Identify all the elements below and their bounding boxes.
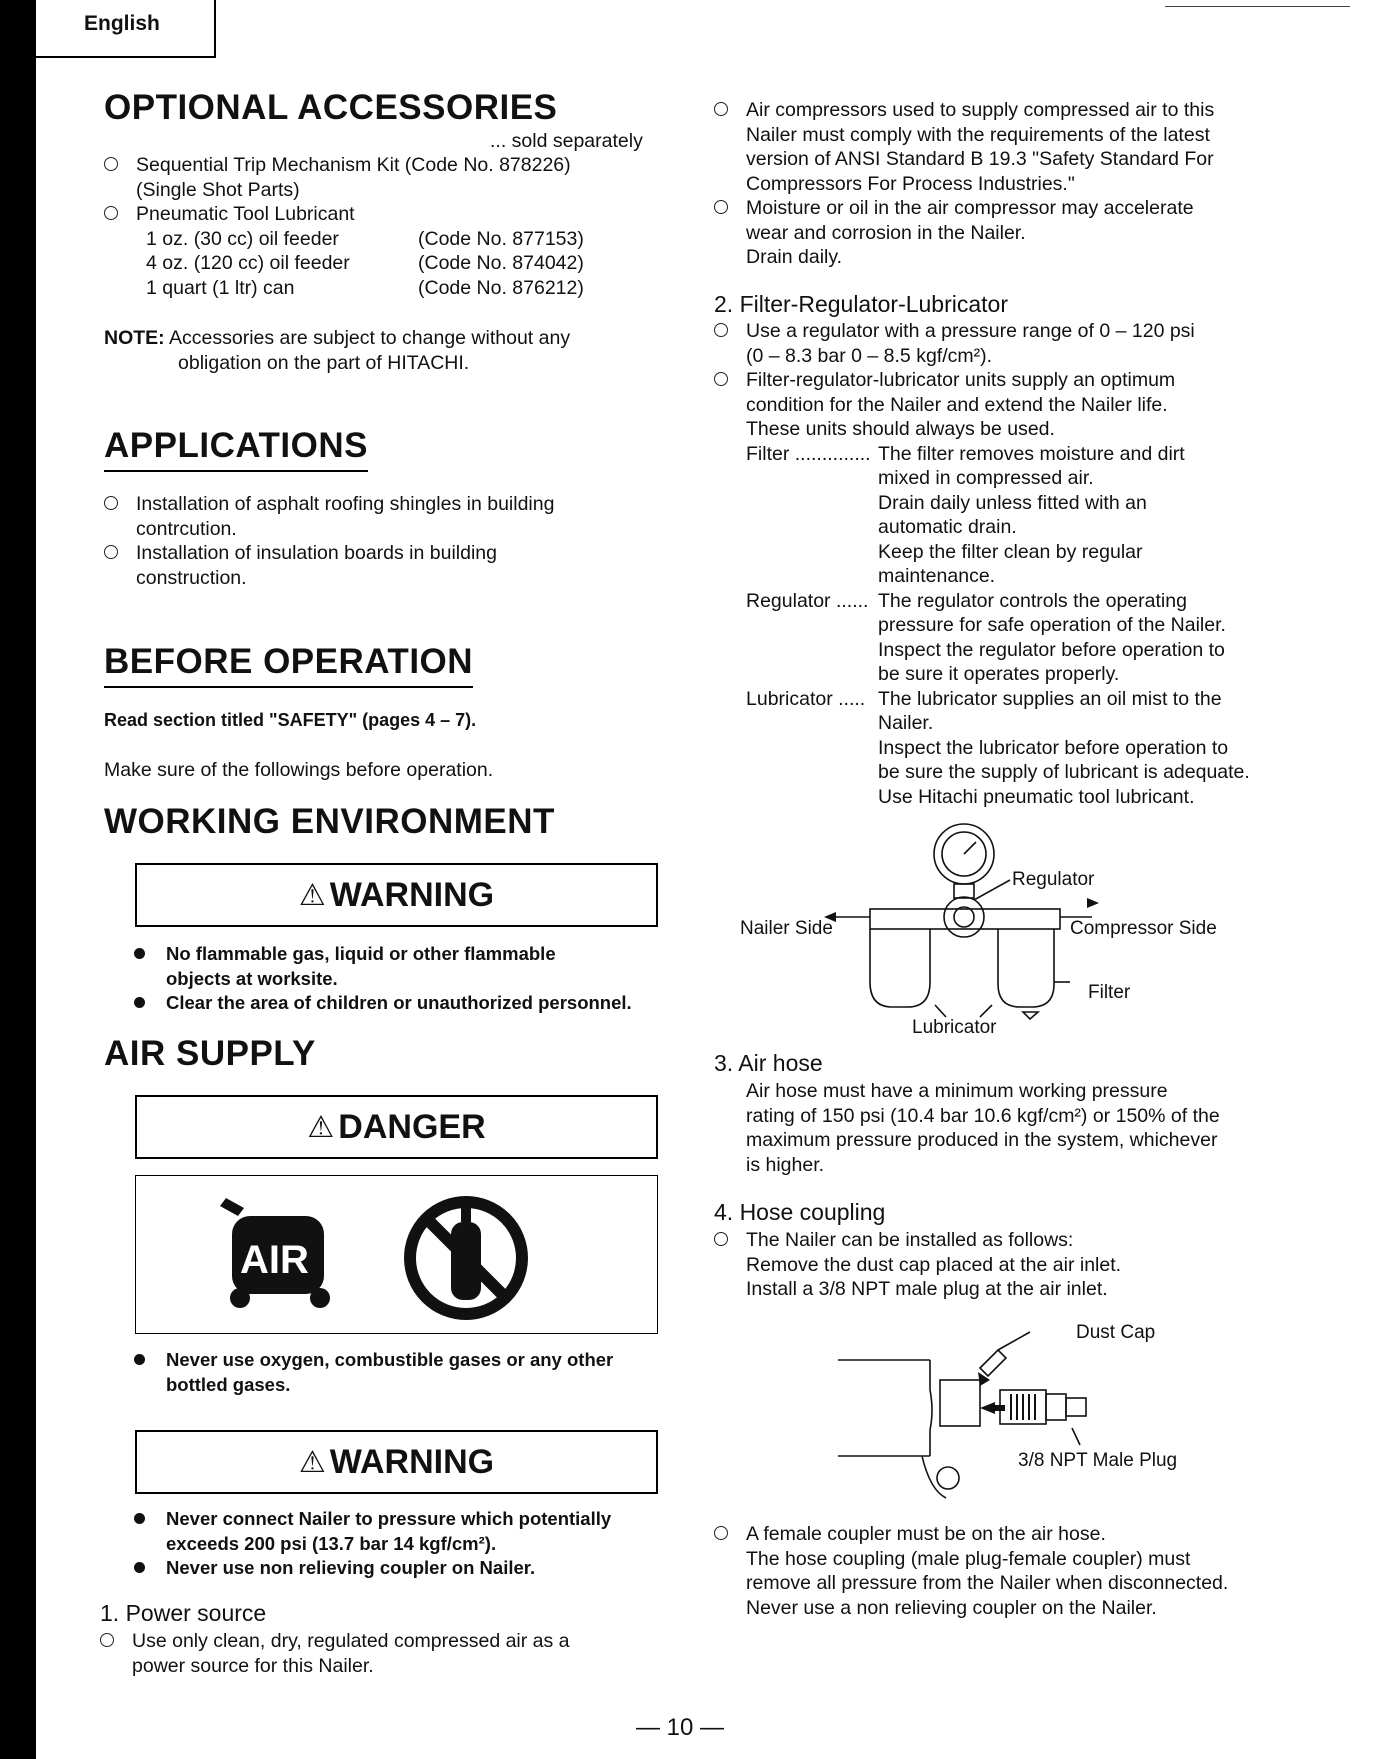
warning-label: WARNING <box>329 1442 495 1481</box>
table-row: 4 oz. (120 cc) oil feeder (Code No. 874042) <box>146 252 584 274</box>
frl-heading: 2. Filter-Regulator-Lubricator <box>714 291 1009 317</box>
lubricant-table <box>146 227 584 301</box>
list-item: The Nailer can be installed as follows: <box>714 1228 1314 1253</box>
list-item-sub: (Single Shot Parts) <box>136 178 300 201</box>
table-row: 1 oz. (30 cc) oil feeder (Code No. 877153) <box>146 227 584 250</box>
warning-triangle-icon: ⚠ <box>307 1110 335 1144</box>
list-item: Clear the area of children or unauthorized personnel. <box>134 991 674 1016</box>
list-item: Use only clean, dry, regulated compressed air as a <box>100 1629 660 1654</box>
warning-box-2 <box>135 1430 658 1494</box>
circle-bullet-icon <box>104 496 118 510</box>
read-safety: Read section titled "SAFETY" (pages 4 – 7). <box>104 710 477 730</box>
list-item: Filter-regulator-lubricator units supply an optimum <box>714 368 1334 393</box>
list-item: Never use oxygen, combustible gases or any other <box>134 1348 674 1373</box>
bullet-dot-icon <box>134 1513 145 1524</box>
power-source-text: Use only clean, dry, regulated compressed air as a power source for this Nailer. <box>100 1629 660 1678</box>
coupling-diagram <box>830 1310 1230 1510</box>
circle-bullet-icon <box>104 157 118 171</box>
circle-bullet-icon <box>714 372 728 386</box>
before-operation-title: BEFORE OPERATION <box>104 642 473 688</box>
diagram-label-filter: Filter <box>1088 982 1131 1003</box>
circle-bullet-icon <box>714 1526 728 1540</box>
bullet-dot-icon <box>134 1562 145 1573</box>
circle-bullet-icon <box>714 323 728 337</box>
list-item: Installation of insulation boards in building <box>104 541 664 566</box>
hose-coupling-text: The Nailer can be installed as follows: Remove the dust cap placed at the air inlet. Install a 3/8 NPT male plug at the air inlet. <box>714 1228 1314 1302</box>
filter-definition: Filter .............. The filter removes moisture and dirt mixed in compressed air. Drain daily unless fitted with an automatic drain. Keep the filter clean by regular maintenance. <box>746 442 1185 587</box>
note-label: NOTE: <box>104 327 165 349</box>
circle-bullet-icon <box>714 200 728 214</box>
air-supply-title: AIR SUPPLY <box>104 1034 316 1073</box>
page-number: — 10 — <box>636 1714 725 1741</box>
worksite-warnings: No flammable gas, liquid or other flammable objects at worksite. Clear the area of children or unauthorized personnel. <box>134 942 674 1016</box>
air-hose-text: Air hose must have a minimum working pressure rating of 150 psi (10.4 bar 10.6 kgf/cm²) or 150% of the maximum pressure produced in the system, whichever is higher. <box>746 1080 1220 1176</box>
list-item: Never connect Nailer to pressure which potentially <box>134 1507 674 1532</box>
applications-title: APPLICATIONS <box>104 426 368 472</box>
circle-bullet-icon <box>714 102 728 116</box>
list-item: Pneumatic Tool Lubricant <box>104 202 664 227</box>
warning-triangle-icon: ⚠ <box>298 878 326 912</box>
top-rule <box>1165 6 1350 7</box>
list-item: No flammable gas, liquid or other flammable <box>134 942 674 967</box>
circle-bullet-icon <box>100 1633 114 1647</box>
danger-items: Never use oxygen, combustible gases or any other bottled gases. <box>134 1348 674 1397</box>
bullet-dot-icon <box>134 948 145 959</box>
regulator-definition: Regulator ...... The regulator controls the operating pressure for safe operation of the Nailer. Inspect the regulator before operation to be sure it operates properly. <box>746 589 1226 685</box>
air-compressor-block: Air compressors used to supply compressed air to this Nailer must comply with the requirements of the latest version of ANSI Standard B 19.3 "Safety Standard For Compressors For Process Industries." Moisture or oil in the air compressor may accelerate wear and corrosion in the Nailer. Drain daily. <box>714 98 1314 270</box>
list-item: Air compressors used to supply compressed air to this <box>714 98 1314 123</box>
frl-definitions <box>714 442 1334 810</box>
working-environment-title: WORKING ENVIRONMENT <box>104 802 555 841</box>
diagram-label-male-plug: 3/8 NPT Male Plug <box>1018 1450 1178 1471</box>
lubricator-definition: Lubricator ..... The lubricator supplies an oil mist to the Nailer. Inspect the lubricator before operation to be sure the supply of lubricant is adequate. Use Hitachi pneumatic tool lubricant. <box>746 687 1250 808</box>
hose-coupling-heading: 4. Hose coupling <box>714 1199 886 1225</box>
danger-label: DANGER <box>338 1107 486 1146</box>
language-label: English <box>84 12 160 35</box>
warning-triangle-icon: ⚠ <box>298 1445 326 1479</box>
table-row: 1 quart (1 ltr) can (Code No. 876212) <box>146 276 584 299</box>
danger-pictogram <box>136 1176 657 1333</box>
air-hose-heading: 3. Air hose <box>714 1050 823 1076</box>
diagram-label-regulator: Regulator <box>1012 869 1095 890</box>
bullet-dot-icon <box>134 997 145 1008</box>
circle-bullet-icon <box>104 545 118 559</box>
female-coupler-text: A female coupler must be on the air hose. The hose coupling (male plug-female coupler) must remove all pressure from the Nailer when disconnected. Never use a non relieving coupler on the Nailer. <box>714 1522 1334 1620</box>
warning-box <box>135 863 658 927</box>
air-icon-label: AIR <box>240 1238 309 1282</box>
frl-diagram <box>740 812 1300 1038</box>
make-sure-text: Make sure of the followings before operation. <box>104 759 494 781</box>
list-item: Never use non relieving coupler on Nailer. <box>134 1556 674 1581</box>
diagram-label-lubricator: Lubricator <box>912 1017 997 1038</box>
list-item: Sequential Trip Mechanism Kit (Code No. 878226) <box>104 153 664 178</box>
applications-list: Installation of asphalt roofing shingles in building contrcution. Installation of insulation boards in building construction. <box>104 492 664 590</box>
power-source-heading: 1. Power source <box>100 1600 267 1626</box>
note: NOTE: Accessories are subject to change without any obligation on the part of HITACHI. <box>104 327 571 374</box>
circle-bullet-icon <box>104 206 118 220</box>
diagram-label-compressor-side: Compressor Side <box>1070 918 1217 939</box>
diagram-label-dust-cap: Dust Cap <box>1076 1322 1156 1343</box>
optional-accessories-title: OPTIONAL ACCESSORIES <box>104 88 558 127</box>
sold-separately: ... sold separately <box>490 130 643 152</box>
binding-edge-bar <box>0 0 36 1759</box>
air-compressor-icon <box>220 1198 330 1308</box>
no-gas-cylinder-icon <box>410 1202 522 1314</box>
danger-pictogram-box <box>135 1175 658 1334</box>
pressure-warnings: Never connect Nailer to pressure which potentially exceeds 200 psi (13.7 bar 14 kgf/cm²). Never use non relieving coupler on Nailer. <box>134 1507 674 1581</box>
list-item: A female coupler must be on the air hose. <box>714 1522 1334 1547</box>
diagram-label-nailer-side: Nailer Side <box>740 918 833 939</box>
list-item: Use a regulator with a pressure range of 0 – 120 psi <box>714 319 1334 344</box>
bullet-dot-icon <box>134 1354 145 1365</box>
warning-label: WARNING <box>329 875 495 914</box>
coupling-diagram-drawing <box>830 1310 1230 1510</box>
list-item: Moisture or oil in the air compressor may accelerate <box>714 196 1314 221</box>
list-item: Installation of asphalt roofing shingles in building <box>104 492 664 517</box>
circle-bullet-icon <box>714 1232 728 1246</box>
accessories-list <box>104 153 664 300</box>
frl-block: Use a regulator with a pressure range of 0 – 120 psi (0 – 8.3 bar 0 – 8.5 kgf/cm²). Filter-regulator-lubricator units supply an optimum condition for the Nailer and extend the Nailer life. These units should always be used. Filter .............. The filter removes moisture and dirt mixed in compressed air. Drain daily unless fitted with an automatic drain. Keep the filter clean by regular maintenance. Regulator ...... The regulator controls the operating pressure for safe operation of the Nailer. Inspect the regulator before operation to be sure it operates properly. Lubricator ..... The lubricator supplies an oil mist to the Nailer. Inspect the lubricator before operation to be sure the supply of lubricant is adequate. Use Hitachi pneumatic tool lubricant. <box>714 319 1334 809</box>
danger-box <box>135 1095 658 1159</box>
